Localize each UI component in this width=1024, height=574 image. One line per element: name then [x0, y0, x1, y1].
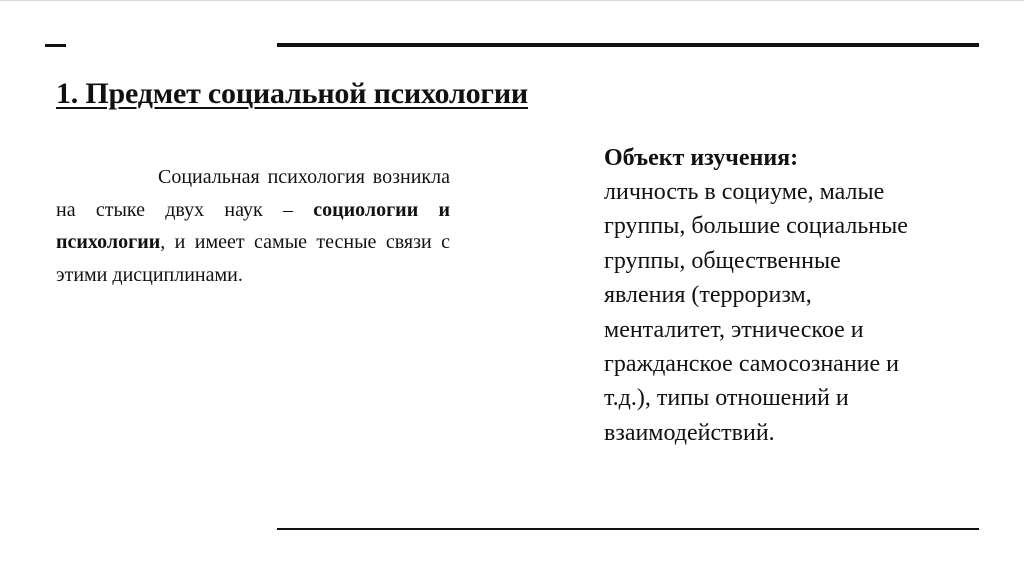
slide-top-border	[0, 0, 1024, 1]
slide-title: 1. Предмет социальной психологии	[56, 77, 528, 110]
study-object-block	[604, 141, 964, 450]
intro-text-end: , и имеет самые тесные связи с этими дисциплинами.	[56, 231, 450, 286]
study-object-line: группы, общественные	[604, 247, 841, 274]
study-object-line: группы, большие социальные	[604, 213, 908, 240]
intro-text-start: Социальная психология возникла на стыке двух наук –	[56, 166, 450, 221]
study-object-line: гражданское самосознание и	[604, 351, 900, 378]
study-object-heading: Объект изучения:	[604, 145, 799, 171]
intro-bold-sciences: социологии и психологии	[56, 198, 450, 253]
study-object-text	[604, 175, 964, 450]
study-object-line: явления (терроризм,	[604, 282, 812, 309]
title-dash-decoration	[45, 44, 66, 47]
study-object-line: менталитет, этническое и	[604, 316, 864, 343]
study-object-line: личность в социуме, малые	[604, 179, 885, 205]
study-object-line: взаимодействий.	[604, 419, 775, 446]
study-object-line: т.д.), типы отношений и	[604, 385, 849, 412]
top-horizontal-rule	[277, 43, 979, 47]
intro-paragraph	[56, 161, 450, 291]
bottom-horizontal-rule	[277, 528, 979, 530]
